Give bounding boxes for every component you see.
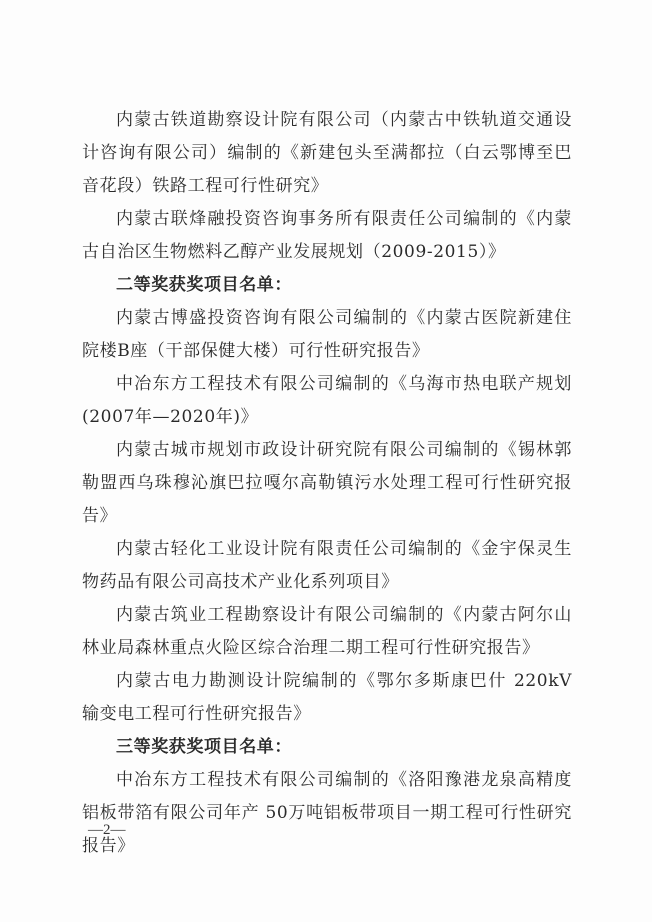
award-entry-paragraph: 中冶东方工程技术有限公司编制的《洛阳豫港龙泉高精度铝板带箔有限公司年产 50万吨铝板带项目一期工程可行性研究报告》: [82, 770, 572, 856]
document-body: [82, 104, 572, 863]
third-prize-heading: 三等奖获奖项目名单：: [116, 737, 292, 757]
award-entry-paragraph: 内蒙古电力勘测设计院编制的《鄂尔多斯康巴什 220kV 输变电工程可行性研究报告》: [82, 671, 572, 724]
award-entry-paragraph: 内蒙古博盛投资咨询有限公司编制的《内蒙古医院新建住院楼B座（干部保健大楼）可行性研究报告》: [82, 308, 572, 361]
page-number: —2—: [88, 822, 126, 838]
award-entry-paragraph: 内蒙古联烽融投资咨询事务所有限责任公司编制的《内蒙古自治区生物燃料乙醇产业发展规划（2009-2015）》: [82, 209, 572, 262]
second-prize-heading: 二等奖获奖项目名单：: [116, 275, 292, 295]
award-entry-paragraph: 内蒙古轻化工业设计院有限责任公司编制的《金宇保灵生物药品有限公司高技术产业化系列项目》: [82, 539, 572, 592]
award-entry-paragraph: 内蒙古铁道勘察设计院有限公司（内蒙古中铁轨道交通设计咨询有限公司）编制的《新建包头至满都拉（白云鄂博至巴音花段）铁路工程可行性研究》: [82, 110, 572, 196]
award-entry-paragraph: 中冶东方工程技术有限公司编制的《乌海市热电联产规划(2007年—2020年)》: [82, 374, 572, 427]
award-entry-paragraph: 内蒙古城市规划市政设计研究院有限公司编制的《锡林郭勒盟西乌珠穆沁旗巴拉嘎尔高勒镇污水处理工程可行性研究报告》: [82, 440, 572, 526]
award-entry-paragraph: 内蒙古筑业工程勘察设计有限公司编制的《内蒙古阿尔山林业局森林重点火险区综合治理二期工程可行性研究报告》: [82, 605, 572, 658]
